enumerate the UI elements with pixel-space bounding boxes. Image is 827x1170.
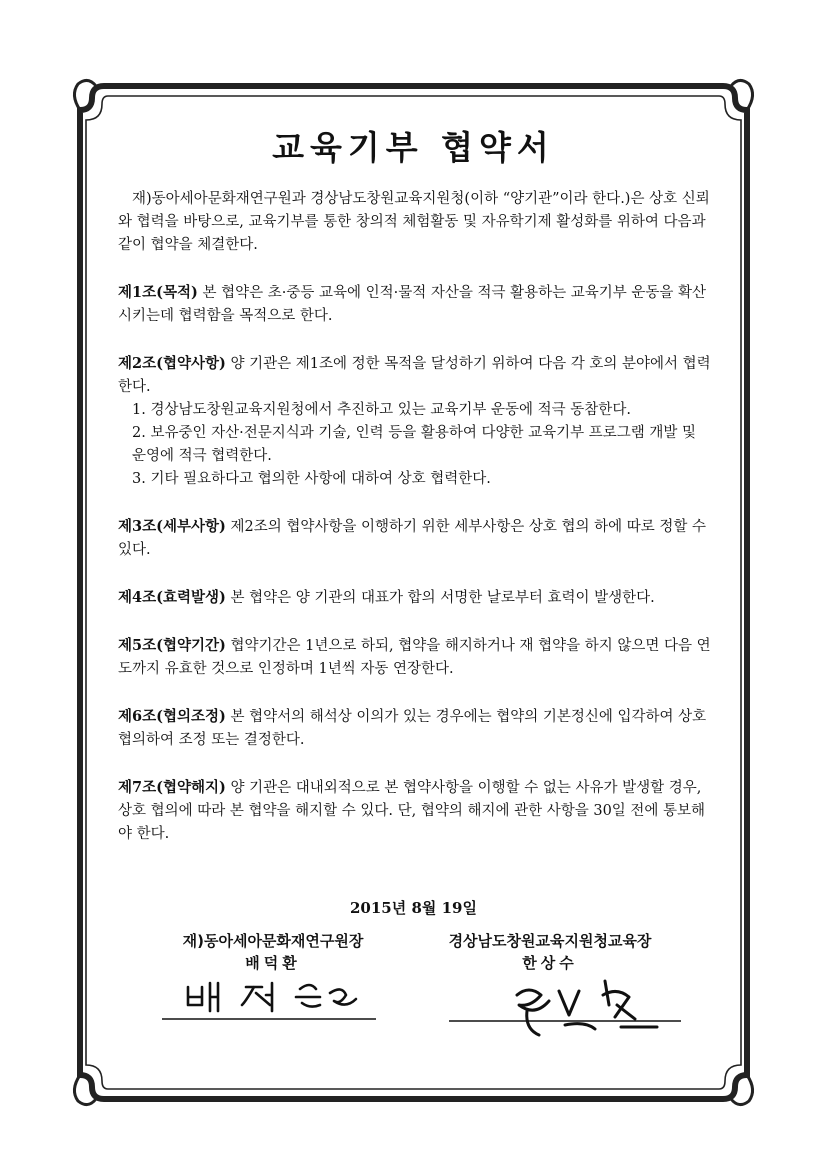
article-heading: 제3조(세부사항) xyxy=(118,518,226,535)
article-text: 협약기간은 1년으로 하되, 협약을 해지하거나 재 협약을 하지 않으면 다음 연도까지 유효한 것으로 인정하며 1년씩 자동 연장한다. xyxy=(118,638,711,677)
signatory-name: 한상수 xyxy=(522,954,578,972)
article-text: 본 협약서의 해석상 이의가 있는 경우에는 협약의 기본정신에 입각하여 상호 협의하여 조정 또는 결정한다. xyxy=(118,709,707,748)
agreement-body xyxy=(118,188,714,846)
article-text: 본 협약은 초·중등 교육에 인적·물적 자산을 적극 활용하는 교육기부 운동을 확산시키는데 협력함을 목적으로 한다. xyxy=(118,285,706,324)
article-2-item-1: 1. 경상남도창원교육지원청에서 추진하고 있는 교육기부 운동에 적극 동참한다. xyxy=(132,402,631,418)
signature-left xyxy=(160,975,380,1025)
article-text: 양 기관은 대내외적으로 본 협약사항을 이행할 수 없는 사유가 발생할 경우, 상호 협의에 따라 본 협약을 해지할 수 있다. 단, 협약의 해지에 관한 사항을 30일 전에 통보해야 한다. xyxy=(118,780,706,842)
article-2-item-3: 3. 기타 필요하다고 협의한 사항에 대하여 상호 협력한다. xyxy=(132,471,491,487)
article-heading: 제1조(목적) xyxy=(118,284,198,301)
article-text: 제2조의 협약사항을 이행하기 위한 세부사항은 상호 협의 하에 따로 정할 수 있다. xyxy=(118,519,706,558)
article-heading: 제5조(협약기간) xyxy=(118,637,226,654)
article-3 xyxy=(118,515,714,562)
signing-date: 2015년 8월 19일 xyxy=(350,899,477,917)
signatory-org: 재)동아세아문화재연구원장 xyxy=(182,932,364,950)
article-5 xyxy=(118,634,714,681)
article-2-item-2: 2. 보유중인 자산·전문지식과 기술, 인력 등을 활용하여 다양한 교육기부 프로그램 개발 및 운영에 적극 협력한다. xyxy=(132,425,696,464)
article-heading: 제4조(효력발생) xyxy=(118,589,226,606)
article-2 xyxy=(118,352,714,399)
signature-right xyxy=(445,955,685,1045)
article-text: 본 협약은 양 기관의 대표가 합의 서명한 날로부터 효력이 발생한다. xyxy=(225,590,655,606)
article-6 xyxy=(118,705,714,752)
article-1 xyxy=(118,281,714,328)
article-4 xyxy=(118,586,714,610)
article-text: 양 기관은 제1조에 정한 목적을 달성하기 위하여 다음 각 호의 분야에서 협력한다. xyxy=(118,356,711,395)
article-7 xyxy=(118,776,714,846)
article-heading: 제7조(협약해지) xyxy=(118,779,226,796)
document-title: 교육기부 협약서 xyxy=(272,128,555,167)
signatory-left xyxy=(168,930,378,974)
signatory-name: 배덕환 xyxy=(245,954,301,972)
intro-paragraph: 재)동아세아문화재연구원과 경상남도창원교육지원청(이하 “양기관”이라 한다.)은 상호 신뢰와 협력을 바탕으로, 교육기부를 통한 창의적 체험활동 및 자유학기제 활성화를 위하여 다음과 같이 협약을 체결한다. xyxy=(118,191,710,253)
signatory-org: 경상남도창원교육지원청교육장 xyxy=(448,932,652,950)
article-heading: 제2조(협약사항) xyxy=(118,355,226,372)
article-heading: 제6조(협의조정) xyxy=(118,708,226,725)
